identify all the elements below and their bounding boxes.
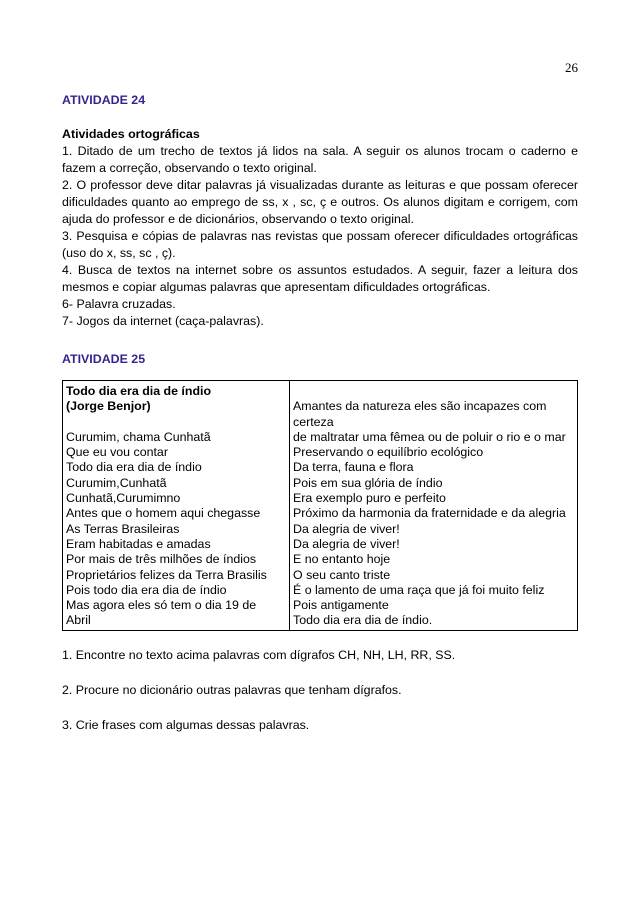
poem-line: Todo dia era dia de índio <box>66 460 202 475</box>
poem-line: de maltratar uma fêmea ou de poluir o rio e o mar <box>293 429 566 444</box>
poem-line: E no entanto hoje <box>293 552 391 567</box>
activity-24-title: ATIVIDADE 24 <box>62 93 146 107</box>
poem-line: Pois em sua glória de índio <box>293 475 443 490</box>
question-3: 3. Crie frases com algumas dessas palavras. <box>62 717 310 732</box>
activity-item-4: 4. Busca de textos na internet sobre os assuntos estudados. A seguir, fazer a leitura dos mesmos e copiar algumas palavras que apresentam dificuldades ortográficas. <box>62 263 578 294</box>
poem-author: (Jorge Benjor) <box>66 399 151 414</box>
poem-line: Amantes da natureza eles são incapazes com <box>293 399 547 414</box>
activity-item-1: 1. Ditado de um trecho de textos já lidos na sala. A seguir os alunos trocam o caderno e fazem a correção, observando o texto original. <box>62 144 578 175</box>
poem-line: Pois antigamente <box>293 598 389 613</box>
poem-line: certeza <box>293 414 334 429</box>
poem-line: As Terras Brasileiras <box>66 521 180 536</box>
poem-line <box>66 415 286 430</box>
poem-left-column <box>63 381 290 631</box>
activity-item-6: 6- Palavra cruzadas. <box>62 297 176 311</box>
activity-item-3: 3. Pesquisa e cópias de palavras nas revistas que possam oferecer dificuldades ortográficas (uso do x, ss, sc , ç). <box>62 229 578 260</box>
activity-25-title: ATIVIDADE 25 <box>62 352 146 366</box>
poem-line: Da alegria de viver! <box>293 521 400 536</box>
poem-line: Mas agora eles só tem o dia 19 de <box>66 598 257 613</box>
poem-line: Curumim, chama Cunhatã <box>66 429 211 444</box>
poem-line: Da terra, fauna e flora <box>293 460 414 475</box>
poem-line: Proprietários felizes da Terra Brasilis <box>66 567 267 582</box>
poem-right-column <box>290 381 578 631</box>
poem-line <box>293 384 574 399</box>
poem-line: Próximo da harmonia da fraternidade e da alegria <box>293 506 566 521</box>
page-number: 26 <box>565 60 578 75</box>
poem-line: Eram habitadas e amadas <box>66 536 211 551</box>
activity-item-2: 2. O professor deve ditar palavras já visualizadas durante as leituras e que possam oferecer dificuldades quanto ao emprego de ss, x , sc, ç e outros. Os alunos digitam e corrigem, com ajuda do professor e de dicionários, observando o texto original. <box>62 178 578 226</box>
question-2: 2. Procure no dicionário outras palavras que tenham dígrafos. <box>62 682 402 697</box>
poem-line: Da alegria de viver! <box>293 536 400 551</box>
poem-line: Abril <box>66 613 91 628</box>
poem-line: Cunhatã,Curumimno <box>66 491 181 506</box>
poem-line: Preservando o equilíbrio ecológico <box>293 445 484 460</box>
poem-line: Por mais de três milhões de índios <box>66 552 257 567</box>
poem-line: Era exemplo puro e perfeito <box>293 491 446 506</box>
section-title: Atividades ortográficas <box>62 127 200 141</box>
activity-item-7: 7- Jogos da internet (caça-palavras). <box>62 314 264 328</box>
poem-title: Todo dia era dia de índio <box>66 384 212 398</box>
poem-line: Que eu vou contar <box>66 445 168 460</box>
poem-line: Antes que o homem aqui chegasse <box>66 506 261 521</box>
poem-line: É o lamento de uma raça que já foi muito feliz <box>293 582 545 597</box>
poem-table <box>62 380 578 631</box>
poem-line: O seu canto triste <box>293 567 391 582</box>
poem-line: Todo dia era dia de índio. <box>293 613 433 628</box>
question-1: 1. Encontre no texto acima palavras com dígrafos CH, NH, LH, RR, SS. <box>62 647 456 662</box>
page-content <box>62 92 578 734</box>
poem-line: Pois todo dia era dia de índio <box>66 582 227 597</box>
poem-line: Curumim,Cunhatã <box>66 475 167 490</box>
